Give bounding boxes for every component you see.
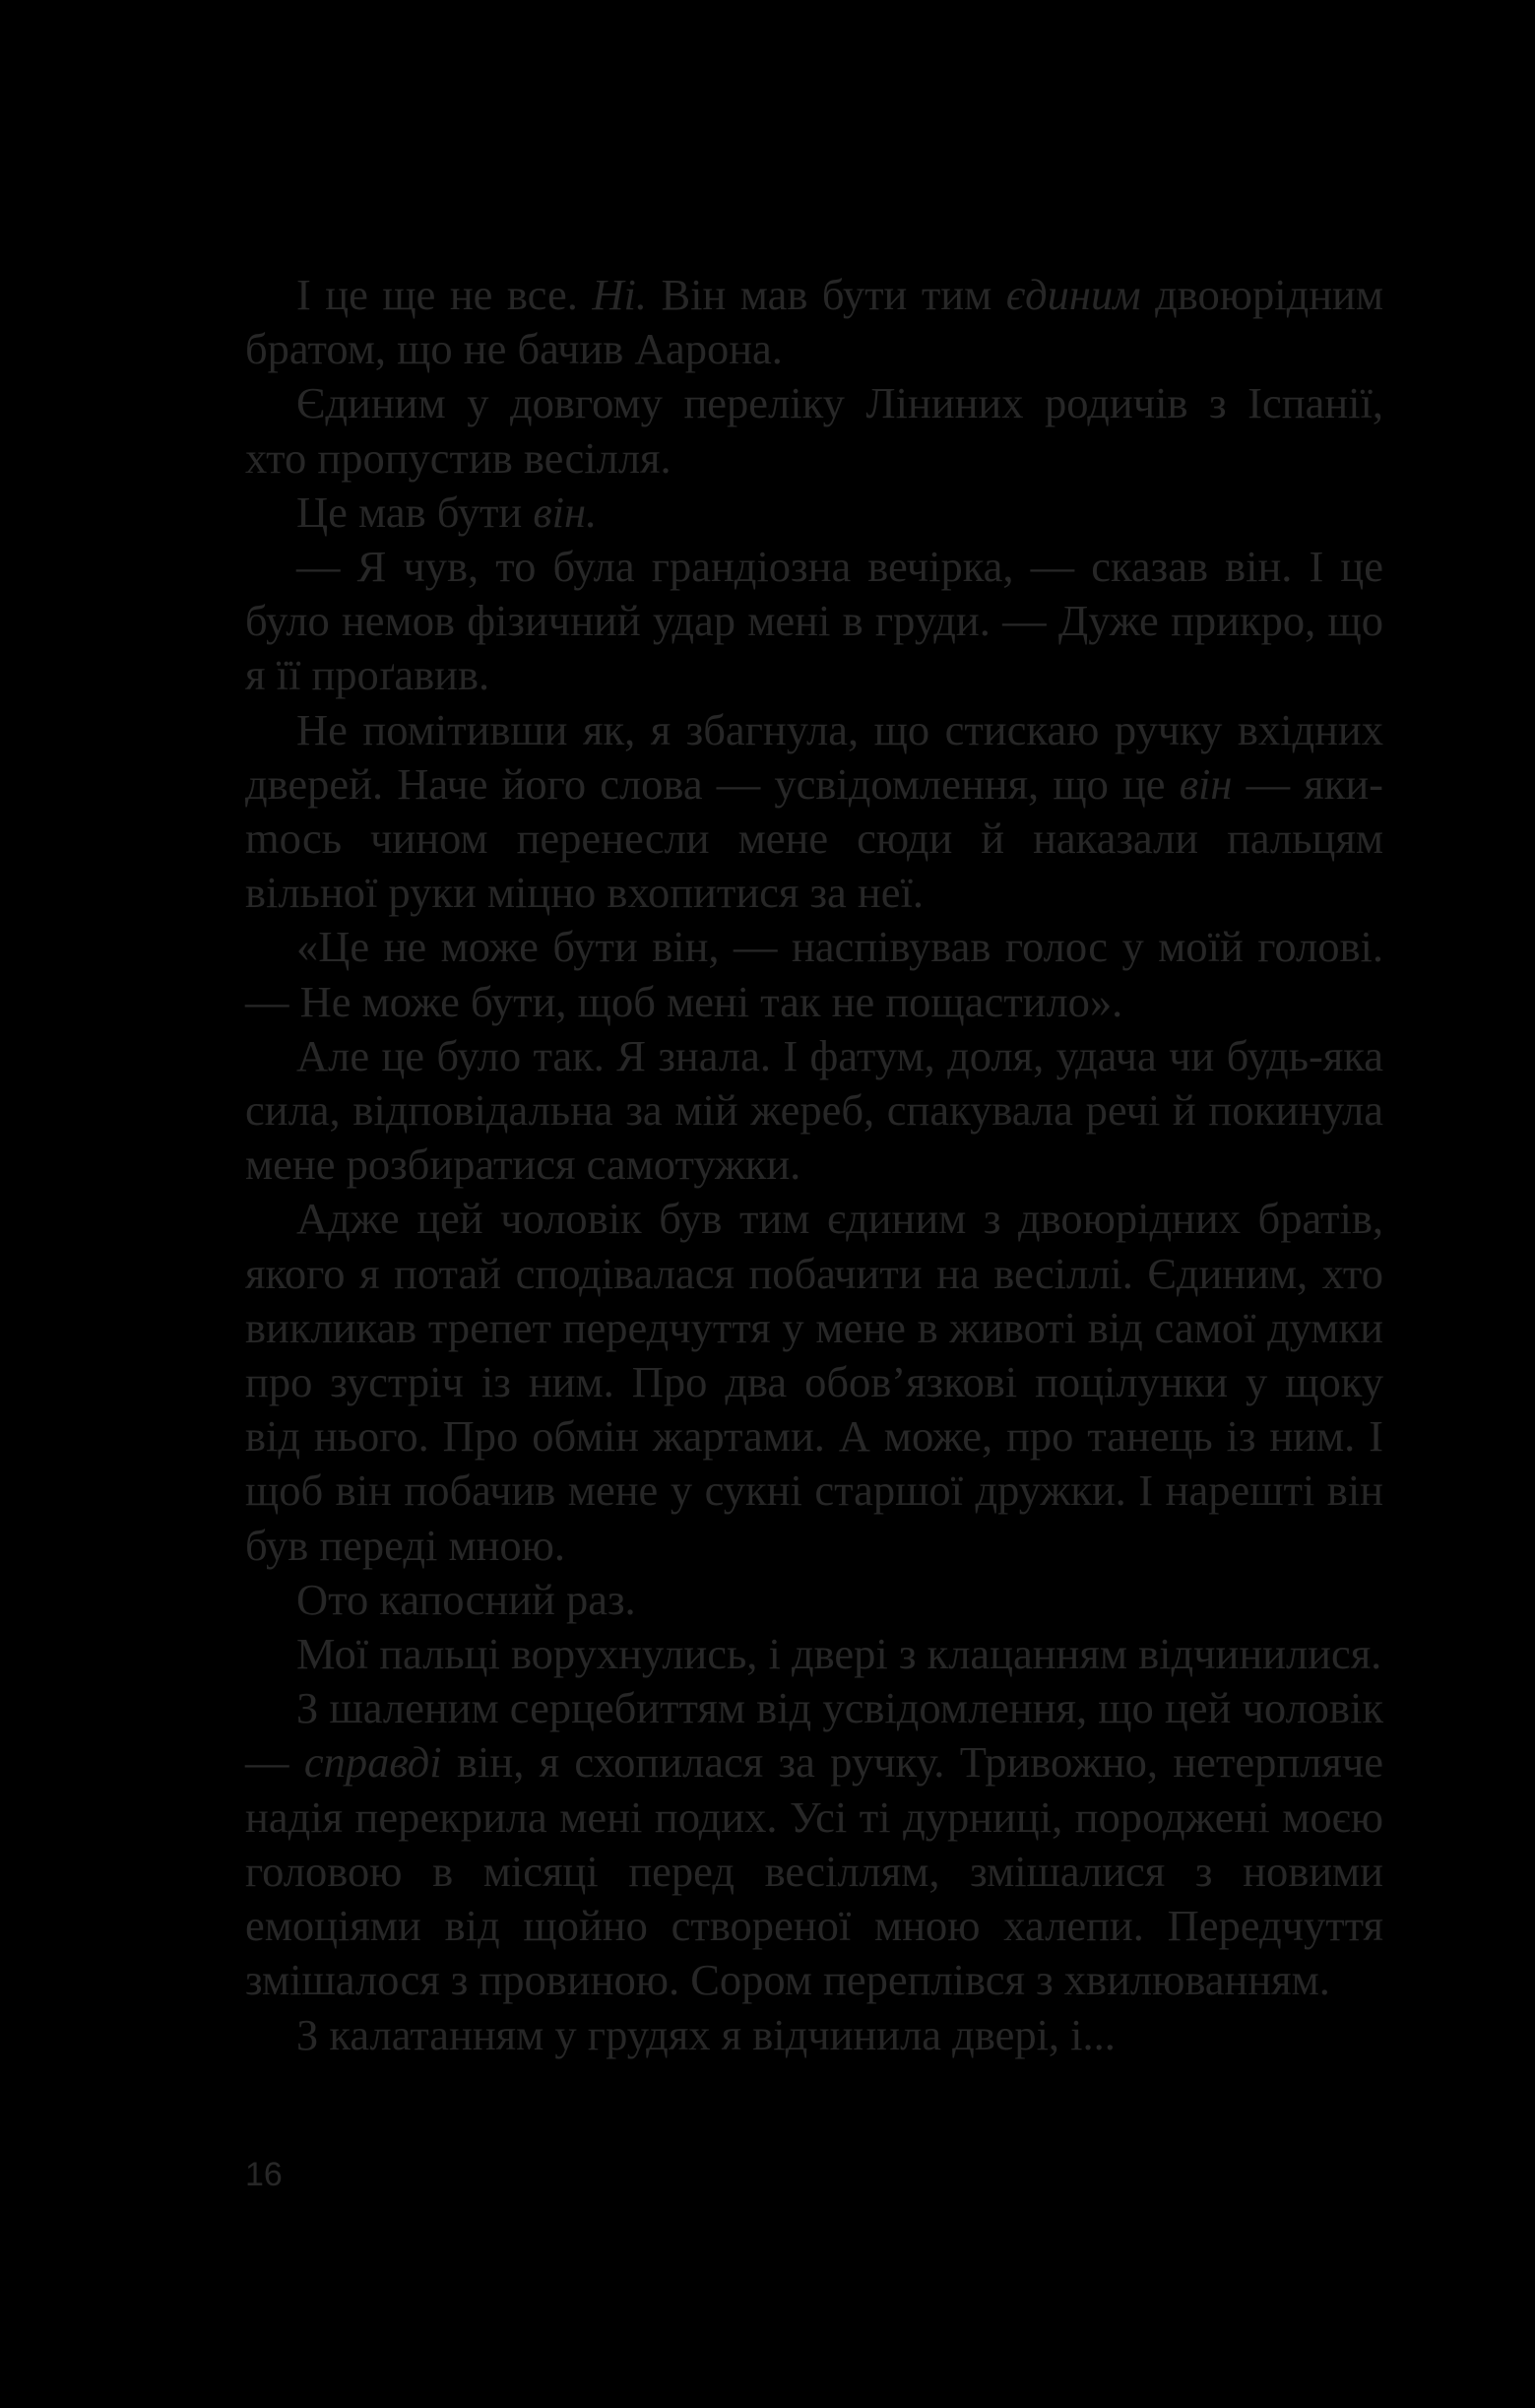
text-run: Це мав бути	[296, 487, 534, 537]
paragraph	[245, 1627, 1383, 1681]
paragraph	[245, 486, 1383, 540]
page-number: 16	[245, 2156, 283, 2193]
italic-run: Ні.	[592, 270, 647, 319]
text-run: З калатанням у грудях я відчинила двері, і...	[296, 2009, 1116, 2059]
italic-run: справді	[303, 1737, 442, 1788]
paragraph	[245, 703, 1383, 921]
paragraph	[245, 376, 1383, 485]
text-run: «Це не може бути він, — наспівував голос у моїй голові. — Не може бути, щоб мені так не пощастило».	[245, 922, 1383, 1026]
text-run: двоюрідним братом, що не бачив Аарона.	[245, 270, 1384, 374]
paragraph	[245, 268, 1383, 376]
text-run: І це ще не все.	[296, 270, 593, 319]
text-run: — якиmось чином перенесли мене сюди й наказали пальцям вільної руки міцно вхопитися за неї.	[245, 758, 1383, 918]
text-run: Не помітивши як, я збагнула, що стискаю ручку вхідних дверей. Наче його слова — усвідомлення, що це	[245, 704, 1383, 809]
italic-run: єдиним	[1005, 270, 1141, 319]
text-run: Мої пальці ворухнулись, і двері з клацанням відчинилися.	[296, 1629, 1382, 1679]
text-run: Єдиним у довгому переліку Ліниних родичів з Іспанії, хто пропустив весілля.	[245, 378, 1383, 483]
text-run: Ото капосний раз.	[296, 1574, 636, 1624]
text-run: — Я чув, то була грандіозна вечірка, — сказав він. І це було немов фізичний удар мені в груди. — Дуже прикро, що я її проґавив.	[245, 542, 1383, 700]
text-run: Адже цей чоловік був тим єдиним з двоюрідних братів, якого я потай сподівалася побачити на весіллі. Єдиним, хто викликав трепет передчуття у мене в животі від самої думки про зустріч із ним. Про два обов’язкові поцілунки у щоку від нього. Про обмін жартами. А може, про танець із ним. І щоб він побачив мене у сукні старшої дружки. І нарешті він був переді мною.	[245, 1194, 1383, 1570]
paragraph	[245, 1573, 1383, 1627]
body-text	[245, 268, 1383, 2062]
text-run: Він мав бути тим	[646, 270, 1006, 319]
text-run: З шаленим серцебиттям від усвідомлення, що цей чоловік —	[245, 1683, 1383, 1788]
paragraph	[245, 920, 1383, 1028]
italic-run: він.	[533, 487, 598, 537]
text-run: Але це було так. Я знала. І фатум, доля, удача чи будь-яка сила, відповідальна за мій жереб, спакувала речі й покинула мене розбиратися самотужки.	[245, 1030, 1383, 1190]
paragraph	[245, 1029, 1383, 1193]
italic-run: він	[1179, 758, 1233, 809]
paragraph	[245, 1681, 1383, 2007]
paragraph	[245, 1192, 1383, 1572]
text-run: він, я схопилася за ручку. Тривожно, нетерпляче надія перекрила мені подих. Усі ті дурниці, породжені моєю головою в місяці перед весіллям, змішалися з новими емоціями від щойно створеної мною халепи. Передчуття змішалося з провиною. Сором переплівся з хвилюванням.	[245, 1737, 1383, 2005]
paragraph	[245, 2008, 1383, 2062]
paragraph	[245, 540, 1383, 703]
